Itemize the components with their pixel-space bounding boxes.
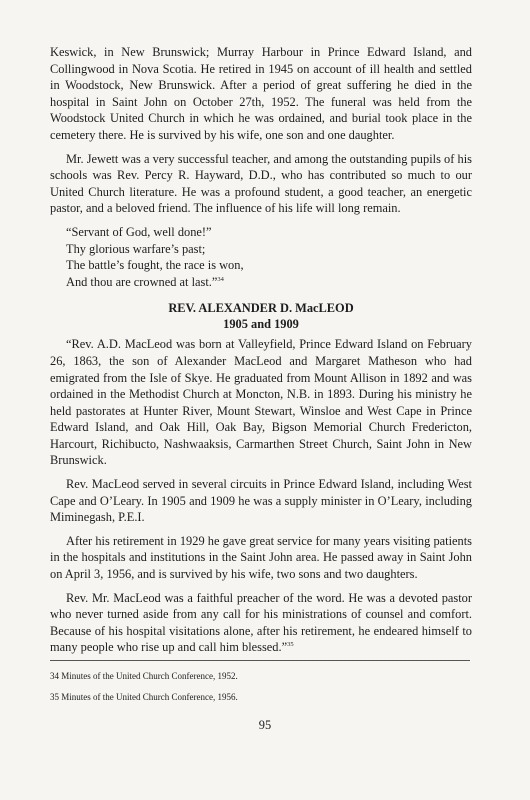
page-body — [50, 44, 472, 663]
footnote-ref: 34 — [217, 275, 224, 283]
footnote-divider — [50, 660, 470, 661]
paragraph: Keswick, in New Brunswick; Murray Harbour in Prince Edward Island, and Collingwood in Nova Scotia. He retired in 1945 on account of ill health and settled in Woodstock, New Brunswick. After a period of great suffering he died in the hospital in Saint John on October 27th, 1952. The funeral was held from the Woodstock United Church in which he was ordained, and burial took place in the cemetery there. He is survived by his wife, one son and one daughter. — [50, 45, 472, 142]
paragraph: “Rev. A.D. MacLeod was born at Valleyfield, Prince Edward Island on February 26, 1863, the son of Alexander MacLeod and Margaret Matheson who had emigrated from the Isle of Skye. He graduated from Mount Allison in 1892 and was ordained in the Methodist Church at Moncton, N.B. in 1893. During his ministry he held pastorates at Hunter River, Mount Stewart, Winsloe and West Cape in Prince Edward Island, and Oak Hill, Oak Bay, Bigson Memorial Church Fredericton, Harcourt, Richibucto, Nashwaaksis, Carmarthen Street Church, Saint John in New Brunswick. — [50, 337, 472, 468]
poem-quote — [66, 224, 472, 290]
section-title: REV. ALEXANDER D. MacLEOD — [168, 301, 354, 316]
paragraph: After his retirement in 1929 he gave great service for many years visiting patients in the hospitals and institutions in the Saint John area. He passed away in Saint John on April 3, 1956, and is survived by his wife, two sons and two daughters. — [50, 533, 472, 582]
footnote: 35 Minutes of the United Church Conference, 1956. — [50, 692, 238, 702]
poem-line: Thy glorious warfare’s past; — [66, 241, 206, 256]
footnotes — [50, 670, 470, 712]
poem-line: “Servant of God, well done!” — [66, 224, 212, 239]
poem-line: The battle’s fought, the race is won, — [66, 258, 244, 273]
paragraph: Rev. MacLeod served in several circuits in Prince Edward Island, including West Cape and O’Leary. In 1905 and 1909 he was a supply minister in O’Leary, including Miminegash, P.E.I. — [50, 477, 472, 525]
paragraph-text: Rev. Mr. MacLeod was a faithful preacher of the word. He was a devoted pastor who never turned aside from any call for his ministrations of counsel and comfort. Because of his hospital visitations alone, after his retirement, he endeared himself to many people who rise up and call him blessed.” — [50, 590, 472, 655]
paragraph: Mr. Jewett was a very successful teacher, and among the outstanding pupils of his schools was Rev. Percy R. Hayward, D.D., who has contributed so much to our United Church literature. He was a profound student, a good teacher, an energetic pastor, and a beloved friend. The influence of his life will long remain. — [50, 151, 472, 216]
section-years: 1905 and 1909 — [223, 317, 299, 332]
page-number: 95 — [258, 718, 272, 732]
section-heading — [50, 300, 472, 332]
poem-line — [66, 274, 472, 291]
paragraph — [50, 590, 472, 656]
footnote-ref: 35 — [287, 641, 294, 649]
poem-line-text: And thou are crowned at last.” — [66, 274, 218, 289]
footnote: 34 Minutes of the United Church Conference, 1952. — [50, 671, 238, 681]
